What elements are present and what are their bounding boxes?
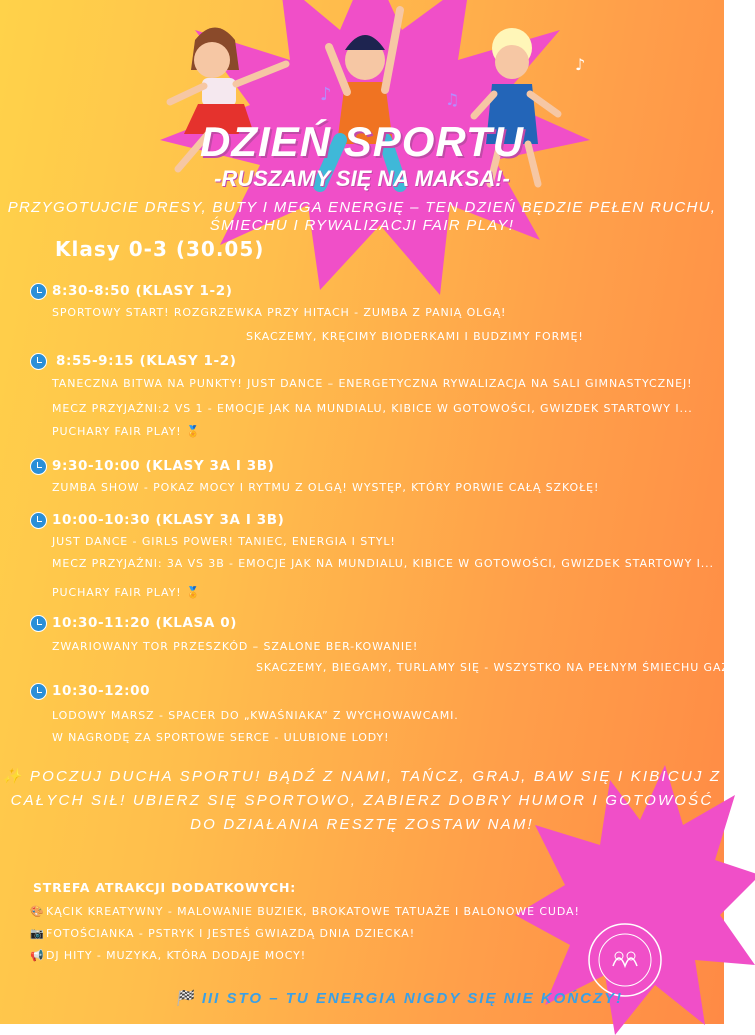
palette-icon: 🎨: [30, 905, 45, 918]
school-logo-stamp: [585, 920, 665, 1000]
strefa-item-label: DJ HITY - MUZYKA, KTÓRA DODAJE MOCY!: [46, 949, 307, 962]
strefa-item: [30, 949, 306, 962]
schedule-line: SKACZEMY, BIEGAMY, TURLAMY SIĘ - WSZYSTKO NA PEŁNYM ŚMIECHU GAZIE!: [256, 661, 748, 674]
schedule-time: 10:30-11:20 (KLASA 0): [52, 615, 237, 631]
clock-icon: [30, 458, 47, 475]
schedule-line: SKACZEMY, KRĘCIMY BIODERKAMI I BUDZIMY FORMĘ!: [246, 330, 584, 343]
megaphone-icon: 📢: [30, 949, 45, 962]
schedule-line: MECZ PRZYJAŹNI: 3A VS 3B - EMOCJE JAK NA MUNDIALU, KIBICE W GOTOWOŚCI, GWIZDEK STARTOWY I...: [52, 557, 714, 570]
schedule-line: PUCHARY FAIR PLAY! 🏅: [52, 586, 201, 599]
schedule-time: 10:00-10:30 (KLASY 3A I 3B): [52, 512, 285, 528]
schedule-line: JUST DANCE - GIRLS POWER! TANIEC, ENERGIA I STYL!: [52, 535, 396, 548]
schedule-time: 8:30-8:50 (KLASY 1-2): [52, 283, 233, 299]
schedule-line: TANECZNA BITWA NA PUNKTY! JUST DANCE – ENERGETYCZNA RYWALIZACJA NA SALI GIMNASTYCZNEJ!: [52, 377, 693, 390]
svg-text:♪: ♪: [320, 84, 332, 105]
intro-text: PRZYGOTUJCIE DRESY, BUTY I MEGA ENERGIĘ – TEN DZIEŃ BĘDZIE PEŁEN RUCHU, ŚMIECHU I RYWALIZACJI FAIR PLAY!: [7, 199, 717, 234]
schedule-time: 9:30-10:00 (KLASY 3A I 3B): [52, 458, 275, 474]
page-title: DZIEŃ SPORTU: [200, 118, 524, 165]
strefa-heading: STREFA ATRAKCJI DODATKOWYCH:: [33, 880, 297, 895]
schedule-line: ZUMBA SHOW - POKAZ MOCY I RYTMU Z OLGĄ! WYSTĘP, KTÓRY PORWIE CAŁĄ SZKOŁĘ!: [52, 481, 600, 494]
clock-icon: [30, 683, 47, 700]
strefa-item: [30, 905, 580, 918]
strefa-item: [30, 927, 415, 940]
strefa-item-label: KĄCIK KREATYWNY - MALOWANIE BUZIEK, BROKATOWE TATUAŻE I BALONOWE CUDA!: [46, 905, 580, 918]
schedule-line: SPORTOWY START! ROZGRZEWKA PRZY HITACH - ZUMBA Z PANIĄ OLGĄ!: [52, 306, 507, 319]
strefa-item-label: FOTOŚCIANKA - PSTRYK I JESTEŚ GWIAZDĄ DNIA DZIECKA!: [46, 927, 416, 940]
schedule-line: LODOWY MARSZ - SPACER DO „KWAŚNIAKA” Z WYCHOWAWCAMI.: [52, 709, 459, 722]
clock-icon: [30, 615, 47, 632]
schedule-time: 8:55-9:15 (KLASY 1-2): [56, 353, 237, 369]
svg-text:♪: ♪: [575, 55, 586, 74]
schedule-line: MECZ PRZYJAŹNI:2 VS 1 - EMOCJE JAK NA MUNDIALU, KIBICE W GOTOWOŚCI, GWIZDEK STARTOWY I...: [52, 402, 693, 415]
clock-icon: [30, 353, 47, 370]
footer-slogan: 🏁 III STO – TU ENERGIA NIGDY SIĘ NIE KOŃCZY!: [175, 990, 624, 1007]
classes-heading: Klasy 0-3 (30.05): [55, 237, 265, 261]
camera-icon: 📷: [30, 927, 45, 940]
clock-icon: [30, 283, 47, 300]
schedule-line: ZWARIOWANY TOR PRZESZKÓD – SZALONE BER-KOWANIE!: [52, 640, 419, 653]
schedule-line: W NAGRODĘ ZA SPORTOWE SERCE - ULUBIONE LODY!: [52, 731, 390, 744]
page-subtitle: -RUSZAMY SIĘ NA MAKSA!-: [214, 166, 510, 191]
schedule-time: 10:30-12:00: [52, 683, 151, 699]
slogan-text: ✨ POCZUJ DUCHA SPORTU! BĄDŹ Z NAMI, TAŃCZ, GRAJ, BAW SIĘ I KIBICUJ Z CAŁYCH SIŁ! UBIERZ SIĘ SPORTOWO, ZABIERZ DOBRY HUMOR I GOTOWOŚĆ DO DZIAŁANIA RESZTĘ ZOSTAW NAM!: [2, 768, 722, 833]
svg-text:♫: ♫: [445, 90, 460, 109]
schedule-line: PUCHARY FAIR PLAY! 🏅: [52, 425, 201, 438]
clock-icon: [30, 512, 47, 529]
